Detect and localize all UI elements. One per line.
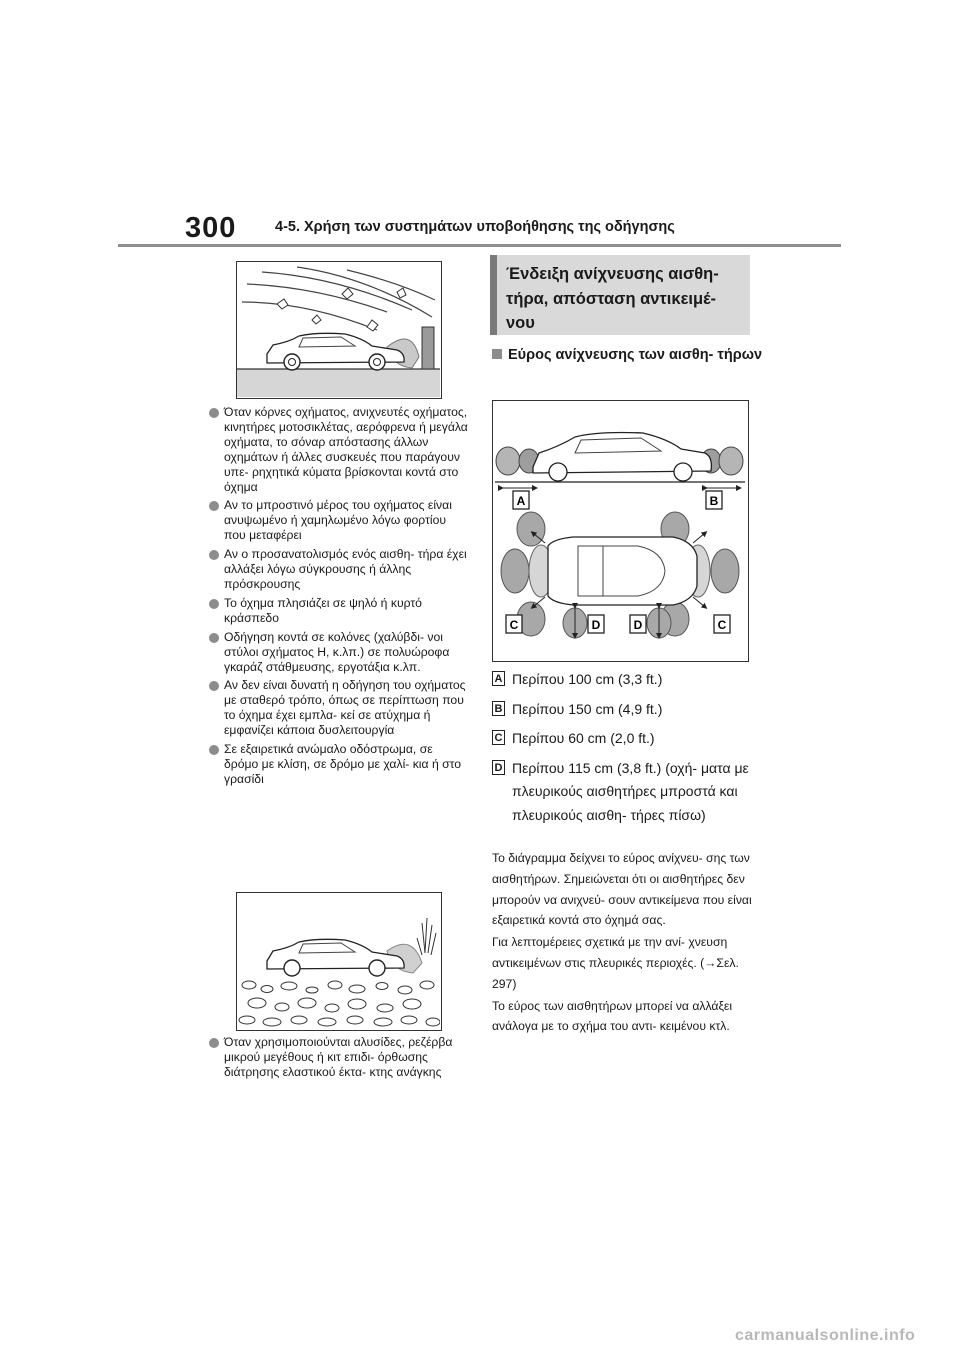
legend-text: Περίπου 60 cm (2,0 ft.) [512,730,655,746]
bullet-dot [209,501,219,511]
list-item [208,596,470,626]
list-item [208,630,470,675]
legend-item-a [492,668,754,692]
list-item [208,547,470,592]
list-item [208,742,470,787]
bullet-dot [209,633,219,643]
notes [492,848,752,1038]
list-item-text: Οδήγηση κοντά σε κολόνες (χαλύβδι- νοι στύλοι σχήματος H, κ.λπ.) σε πολυώροφα γκαράζ στάθμευσης, εργοτάξια κ.λπ. [224,629,450,674]
list-item-text: Αν το μπροστινό μέρος του οχήματος είναι ανυψωμένο ή χαμηλωμένο λόγω φορτίου που μεταφέρει [224,498,452,543]
section-title: 4-5. Χρήση των συστημάτων υποβοήθησης της οδήγησης [275,219,675,235]
sensor-range-diagram [492,400,749,662]
list-item-text: Αν ο προσανατολισμός ενός αισθη- τήρα έχει αλλάξει λόγω σύγκρουσης ή άλλης πρόσκρουσης [224,547,467,591]
note-paragraph: Για λεπτομέρειες σχετικά με την ανί- χνευση αντικειμένων στις πλευρικές περιοχές. (→Σελ. 297) [492,935,739,991]
list-item-text: Σε εξαιρετικά ανώμαλο οδόστρωμα, σε δρόμο με κλίση, σε δρόμο με χαλί- κια ή στο γρασίδι [224,742,462,786]
legend-item-c [492,727,754,751]
list-item [208,498,470,543]
legend-key: A [492,671,505,686]
legend-item-d [492,757,754,828]
square-bullet-icon [492,349,502,359]
range-legend [492,668,754,833]
diagram-label-c-right: C [717,618,727,632]
note-paragraph: Το διάγραμμα δείχνει το εύρος ανίχνευ- σης των αισθητήρων. Σημειώνεται ότι οι αισθητήρες δεν μπορούν να ανιχνεύ- σουν αντικείμενα που είναι εξαιρετικά κοντά στο όχημά σας. [492,851,752,928]
diagram-label-b: B [709,494,719,508]
list-item [208,678,470,738]
diagram-label-d-right: D [633,618,643,632]
list-item-text: Το όχημα πλησιάζει σε ψηλό ή κυρτό κράσπεδο [224,595,422,625]
legend-text: Περίπου 115 cm (3,8 ft.) (οχή- ματα με πλευρικούς αισθητήρες μπροστά και πλευρικούς αισθη- τήρες πίσω) [512,759,749,823]
conditions-list-2 [208,1035,470,1084]
bullet-dot [209,1038,219,1048]
legend-key: C [492,730,505,745]
legend-key: D [492,760,505,775]
bullet-dot [209,681,219,691]
bullet-dot [209,745,219,755]
list-item-text: Όταν χρησιμοποιούνται αλυσίδες, ρεζέρβα μικρού μεγέθους ή κιτ επιδι- όρθωσης διάτρησης ελαστικού έκτα- κτης ανάγκης [224,1035,453,1079]
bullet-dot [209,550,219,560]
list-item-text: Όταν κόρνες οχήματος, ανιχνευτές οχήματος, κινητήρες μοτοσικλέτας, αερόφρενα ή μεγάλα οχήματα, το σόναρ απόστασης άλλων οχημάτων ή άλλες συσκευές που παράγουν υπε- ρηχητικά κύματα βρίσκονται κοντά στο όχημα [224,405,468,494]
legend-text: Περίπου 150 cm (4,9 ft.) [512,700,663,717]
page-number: 300 [185,212,237,244]
list-item [208,1035,470,1080]
legend-text: Περίπου 100 cm (3,3 ft.) [512,671,663,687]
list-item [208,405,470,494]
subheading-text: Εύρος ανίχνευσης των αισθη- τήρων [508,347,763,363]
legend-item-b [492,698,754,722]
bullet-dot [209,408,219,418]
list-item-text: Αν δεν είναι δυνατή η οδήγηση του οχήματος με σταθερό τρόπο, όπως σε περίπτωση που το όχημα έχει εμπλα- κεί σε ατύχημα ή εμφανίζει κάποια δυσλειτουργία [224,678,466,738]
note-paragraph: Το εύρος των αισθητήρων μπορεί να αλλάξει ανάλογα με το σχήμα του αντι- κειμένου κτλ. [492,998,733,1034]
gravel-road-illustration [236,892,442,1031]
diagram-label-a: A [516,494,526,508]
section-heading: Ένδειξη ανίχνευσης αισθη- τήρα, απόσταση αντικειμέ- νου [490,255,750,335]
header-rule [118,244,841,247]
watermark: carmanualsonline.info [735,1327,916,1344]
subheading [492,343,768,367]
weather-illustration [236,261,442,399]
conditions-list [208,405,470,791]
diagram-label-d-left: D [591,618,601,632]
bullet-dot [209,599,219,609]
legend-key: B [492,701,505,716]
diagram-label-c-left: C [509,618,519,632]
